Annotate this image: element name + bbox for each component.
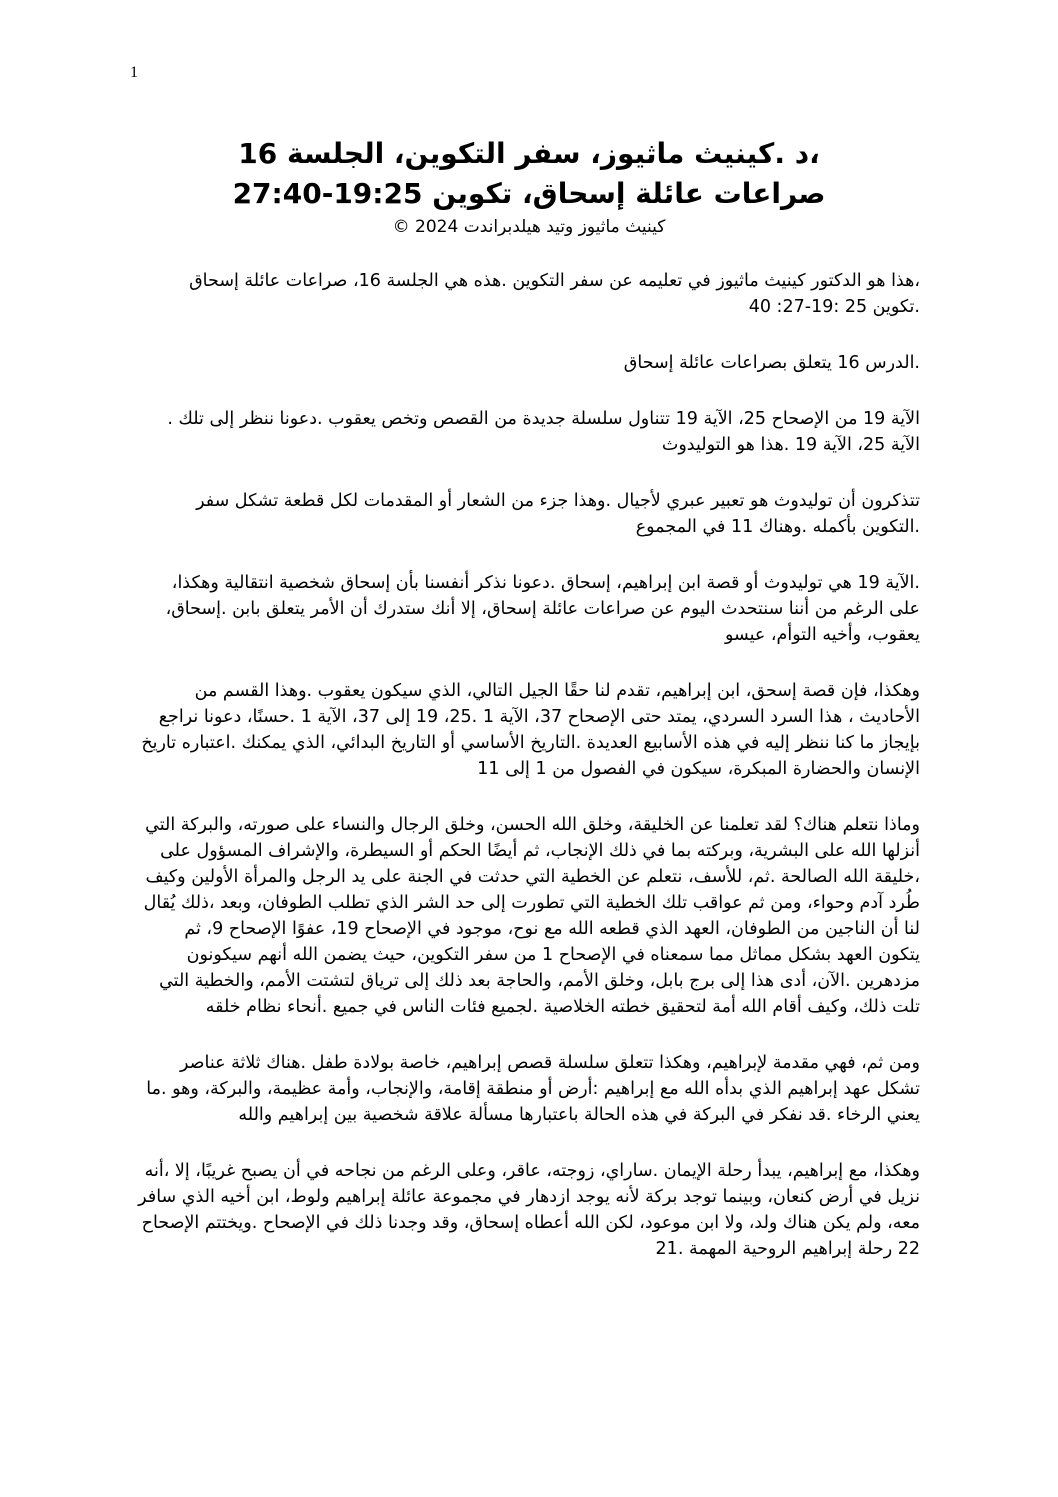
paragraph: الآية 19 من الإصحاح 25، الآية 19 تتناول سلسلة جديدة من القصص وتخص يعقوب .دعونا ننظر إلى تلك . الآية 25، الآية 19 .هذا هو التوليدوث (167, 409, 920, 455)
title-block (140, 134, 918, 240)
body-text (138, 268, 920, 1292)
paragraph: تتذكرون أن توليدوث هو تعبير عبري لأجيال .وهذا جزء من الشعار أو المقدمات لكل قطعة تشكل سفر .التكوين بأكمله .وهناك 11 في المجموع (196, 491, 920, 537)
page-number: 1 (130, 64, 138, 81)
paragraph: وهكذا، مع إبراهيم، يبدأ رحلة الإيمان .ساراي، زوجته، عاقر، وعلى الرغم من نجاحه في أن يصبح غريبًا، إلا ،أنه نزيل في أرض كنعان، وبينما توجد بركة لأنه يوجد ازدهار في مجموعة عائلة إبراهيم ولوط، ابن أخيه الذي سافر معه، ولم يكن هناك ولد، ولا ابن موعود، لكن الله أعطاه إسحاق، وقد وجدنا ذلك في الإصحاح .ويختتم الإصحاح 22 رحلة إبراهيم الروحية المهمة .21 (138, 1161, 920, 1259)
paragraph: .الدرس 16 يتعلق بصراعات عائلة إسحاق (623, 353, 920, 373)
paragraph: ومن ثم، فهي مقدمة لإبراهيم، وهكذا تتعلق سلسلة قصص إبراهيم، خاصة بولادة طفل .هناك ثلاثة عناصر تشكل عهد إبراهيم الذي بدأه الله مع إبراهيم :أرض أو منطقة إقامة، والإنجاب، وأمة عظيمة، والبركة، وهو .ما يعني الرخاء .قد نفكر في البركة في هذه الحالة باعتبارها مسألة علاقة شخصية بين إبراهيم والله (146, 1053, 920, 1125)
paragraph: وماذا نتعلم هناك؟ لقد تعلمنا عن الخليقة، وخلق الله الحسن، وخلق الرجال والنساء على صورته، والبركة التي أنزلها الله على البشرية، وبركته بما في ذلك الإنجاب، ثم أيضًا الحكم أو السيطرة، والإشراف المسؤول على ،خليقة الله الصالحة .ثم، للأسف، نتعلم عن الخطية التي حدثت في الجنة على يد الرجل والمرأة الأولين وكيف طُرد آدم وحواء، ومن ثم عواقب تلك الخطية التي تطورت إلى حد الشر الذي تطلب الطوفان، وبعد ،ذلك يُقال لنا أن الناجين من الطوفان، العهد الذي قطعه الله مع نوح، موجود في الإصحاح 19، عفوًا الإصحاح 9، ثم يتكون العهد بشكل مماثل مما سمعناه في الإصحاح 1 من سفر التكوين، حيث يضمن الله أنهم سيكونون مزدهرين .الآن، أدى هذا إلى برج بابل، وخلق الأمم، والحاجة بعد ذلك إلى ترياق لتشتت الأمم، والخطية التي تلت ذلك، وكيف أقام الله أمة لتحقيق خطته الخلاصية .لجميع فئات الناس في جميع .أنحاء نظام خلقه (143, 815, 920, 1017)
copyright-notice: كينيث ماثيوز وتيد هيلدبراندت 2024 © (392, 217, 666, 237)
paragraph: وهكذا، فإن قصة إسحق، ابن إبراهيم، تقدم لنا حقًا الجيل التالي، الذي سيكون يعقوب .وهذا القسم من الأحاديث ، هذا السرد السردي، يمتد حتى الإصحاح 37، الآية 1 .25، 19 إلى 37، الآية 1 .حسنًا، دعونا نراجع بإيجاز ما كنا ننظر إليه في هذه الأسابيع العديدة .التاريخ الأساسي أو التاريخ البدائي، الذي يمكنك .اعتباره تاريخ الإنسان والحضارة المبكرة، سيكون في الفصول من 1 إلى 11 (141, 681, 920, 779)
page-title-line-1: ،د .كينيث ماثيوز، سفر التكوين، الجلسة 16 (238, 137, 820, 170)
page-title-line-2: صراعات عائلة إسحاق، تكوين 19:25-27:40 (232, 177, 826, 210)
paragraph: .الآية 19 هي توليدوث أو قصة ابن إبراهيم، إسحاق .دعونا نذكر أنفسنا بأن إسحاق شخصية انتقالية وهكذا، على الرغم من أننا سنتحدث اليوم عن صراعات عائلة إسحاق، إلا أنك ستدرك أن الأمر يتعلق بابن .إسحاق، يعقوب، وأخيه التوأم، عيسو (165, 573, 920, 645)
paragraph: ،هذا هو الدكتور كينيث ماثيوز في تعليمه عن سفر التكوين .هذه هي الجلسة 16، صراعات عائلة إسحاق .تكوين 25 :19-27: 40 (189, 271, 920, 317)
